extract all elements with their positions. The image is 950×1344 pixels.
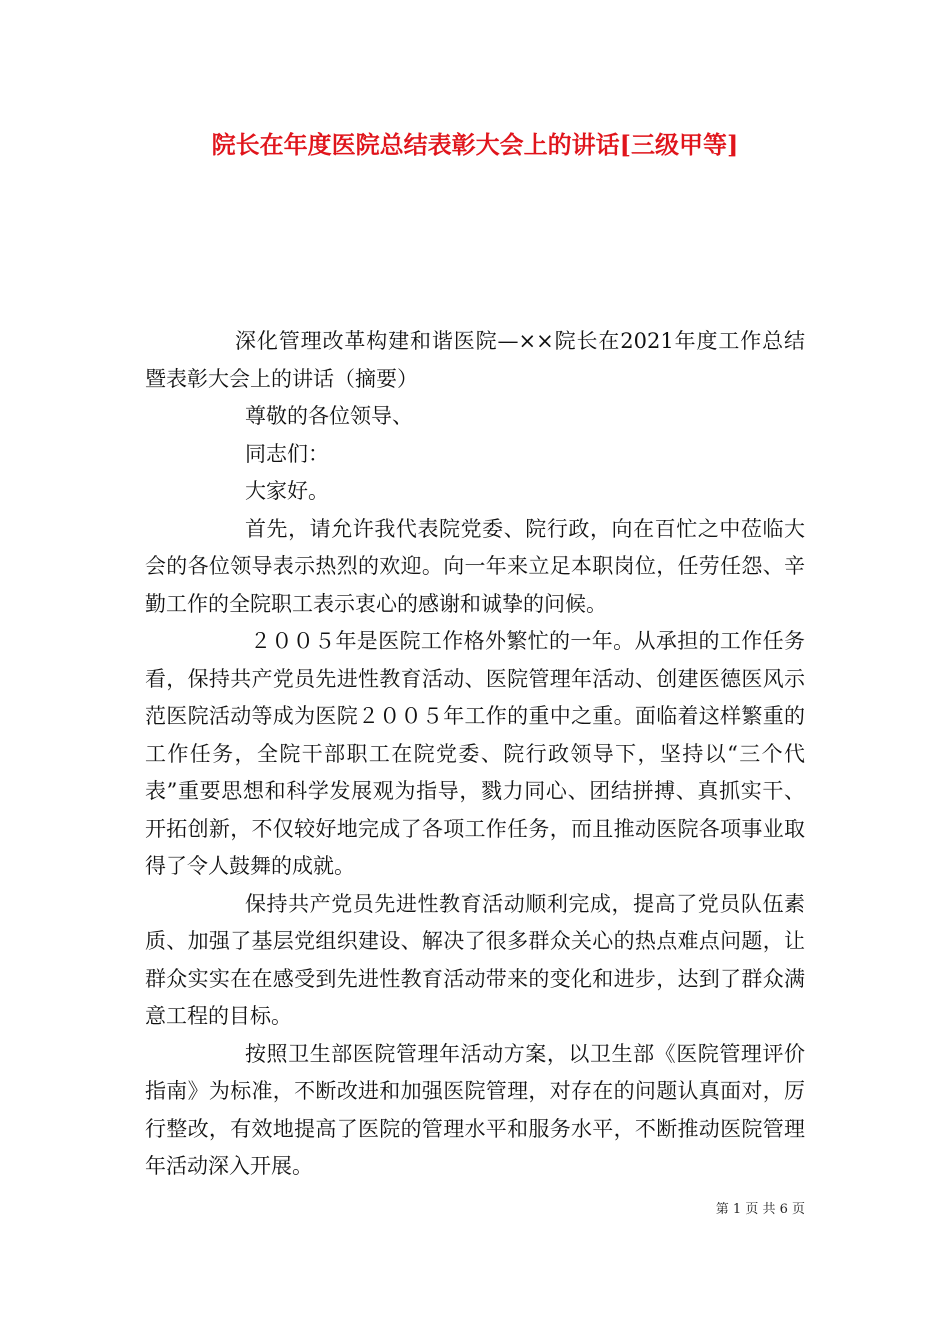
- paragraph-salutation-2: 同志们：: [245, 441, 329, 466]
- paragraph-opening: 首先，请允许我代表院党委、院行政，向在百忙之中莅临大会的各位领导表示热烈的欢迎。向一年来立足本职岗位，任劳任怨、辛勤工作的全院职工表示衷心的感谢和诚挚的问候。: [145, 516, 805, 616]
- document-body: [145, 323, 805, 1186]
- paragraph-party-education: 保持共产党员先进性教育活动顺利完成，提高了党员队伍素质、加强了基层党组织建设、解决了很多群众关心的热点难点问题，让群众实实在在感受到先进性教育活动带来的变化和进步，达到了群众满意工程的目标。: [145, 891, 805, 1028]
- page-number: 第 1 页 共 6 页: [715, 1202, 805, 1217]
- document-title: 院长在年度医院总结表彰大会上的讲话[三级甲等]: [211, 130, 739, 159]
- paragraph-salutation-1: 尊敬的各位领导、: [245, 404, 413, 428]
- paragraph-2005-summary: ２００５年是医院工作格外繁忙的一年。从承担的工作任务看，保持共产党员先进性教育活动、医院管理年活动、创建医德医风示范医院活动等成为医院２００５年工作的重中之重。面临着这样繁重的工作任务，全院干部职工在院党委、院行政领导下，坚持以“三个代表”重要思想和科学发展观为指导，戮力同心、团结拼搏、真抓实干、开拓创新，不仅较好地完成了各项工作任务，而且推动医院各项事业取得了令人鼓舞的成就。: [145, 629, 805, 878]
- paragraph-subtitle: 深化管理改革构建和谐医院—××院长在2021年度工作总结暨表彰大会上的讲话（摘要）: [145, 329, 805, 391]
- paragraph-management-year: 按照卫生部医院管理年活动方案，以卫生部《医院管理评价指南》为标准，不断改进和加强医院管理，对存在的问题认真面对，厉行整改，有效地提高了医院的管理水平和服务水平，不断推动医院管理年活动深入开展。: [145, 1041, 805, 1178]
- paragraph-greeting: 大家好。: [245, 479, 329, 503]
